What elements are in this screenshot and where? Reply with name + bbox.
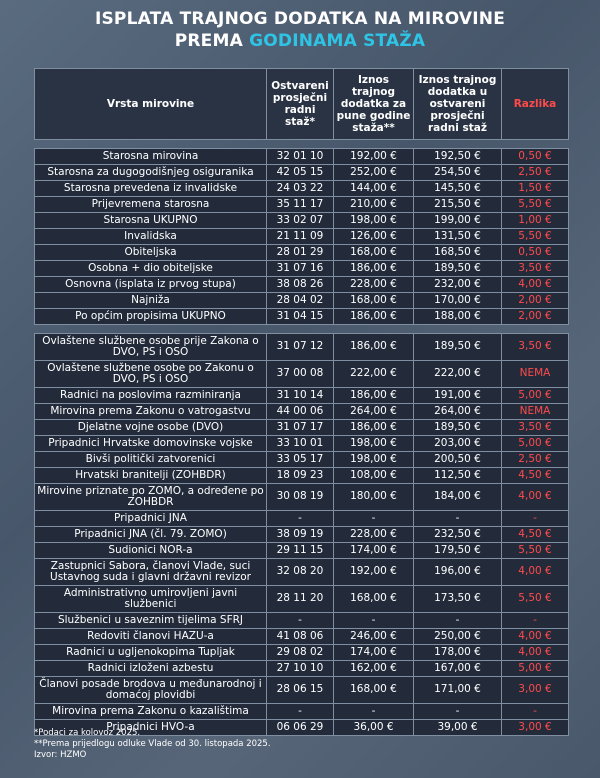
- pension-table: [34, 68, 569, 736]
- cell-full-years: 222,00 €: [334, 361, 414, 388]
- cell-service: 06 06 29: [267, 720, 334, 736]
- cell-full-years: 174,00 €: [334, 645, 414, 661]
- cell-full-years: 180,00 €: [334, 484, 414, 511]
- header-gap: [35, 140, 569, 149]
- cell-diff: 4,00 €: [502, 559, 569, 586]
- table-row: [35, 645, 569, 661]
- table-row: [35, 527, 569, 543]
- cell-type: Mirovine priznate po ZOMO, a određene po ZOHBDR: [35, 484, 267, 511]
- cell-diff: 2,50 €: [502, 165, 569, 181]
- cell-diff: 5,00 €: [502, 388, 569, 404]
- group-gap: [35, 325, 569, 334]
- cell-service: 38 08 26: [267, 277, 334, 293]
- cell-actual: 39,00 €: [414, 720, 502, 736]
- header-type: Vrsta mirovine: [35, 69, 267, 140]
- table-body: [35, 149, 569, 736]
- table-row: [35, 213, 569, 229]
- cell-full-years: -: [334, 511, 414, 527]
- cell-actual: 189,50 €: [414, 261, 502, 277]
- cell-service: 33 10 01: [267, 436, 334, 452]
- cell-type: Radnici u ugljenokopima Tupljak: [35, 645, 267, 661]
- cell-diff: 3,50 €: [502, 334, 569, 361]
- table-row: [35, 334, 569, 361]
- cell-actual: 171,00 €: [414, 677, 502, 704]
- cell-diff: 4,50 €: [502, 527, 569, 543]
- cell-diff: 1,50 €: [502, 181, 569, 197]
- header-diff: Razlika: [502, 69, 569, 140]
- cell-type: Bivši politički zatvorenici: [35, 452, 267, 468]
- table-row: [35, 559, 569, 586]
- cell-diff: 4,00 €: [502, 645, 569, 661]
- cell-full-years: 246,00 €: [334, 629, 414, 645]
- cell-diff: 5,50 €: [502, 197, 569, 213]
- cell-actual: 200,50 €: [414, 452, 502, 468]
- cell-service: 38 09 19: [267, 527, 334, 543]
- cell-full-years: 168,00 €: [334, 677, 414, 704]
- cell-service: 32 08 20: [267, 559, 334, 586]
- cell-type: Sudionici NOR-a: [35, 543, 267, 559]
- cell-diff: 5,50 €: [502, 229, 569, 245]
- cell-service: -: [267, 704, 334, 720]
- table-row: [35, 613, 569, 629]
- cell-service: 37 00 08: [267, 361, 334, 388]
- footnote-1: *Podaci za kolovoz 2025.: [34, 728, 141, 738]
- header-actual: Iznos trajnog dodatka u ostvareni prosječni radni staž: [414, 69, 502, 140]
- cell-full-years: 186,00 €: [334, 388, 414, 404]
- cell-actual: 168,50 €: [414, 245, 502, 261]
- cell-diff: 3,50 €: [502, 261, 569, 277]
- cell-actual: 196,00 €: [414, 559, 502, 586]
- cell-actual: 189,50 €: [414, 420, 502, 436]
- cell-full-years: 186,00 €: [334, 420, 414, 436]
- cell-diff: -: [502, 704, 569, 720]
- table-row: [35, 261, 569, 277]
- table-row: [35, 149, 569, 165]
- cell-actual: -: [414, 704, 502, 720]
- cell-full-years: 198,00 €: [334, 452, 414, 468]
- cell-service: 42 05 15: [267, 165, 334, 181]
- table-row: [35, 197, 569, 213]
- cell-service: 28 04 02: [267, 293, 334, 309]
- cell-service: 31 07 17: [267, 420, 334, 436]
- cell-type: Ovlaštene službene osobe po Zakonu o DVO, PS i OSO: [35, 361, 267, 388]
- cell-full-years: 198,00 €: [334, 436, 414, 452]
- cell-full-years: 252,00 €: [334, 165, 414, 181]
- cell-full-years: 186,00 €: [334, 261, 414, 277]
- cell-actual: 145,50 €: [414, 181, 502, 197]
- cell-service: 33 05 17: [267, 452, 334, 468]
- table-row: [35, 511, 569, 527]
- cell-full-years: 168,00 €: [334, 293, 414, 309]
- cell-service: -: [267, 511, 334, 527]
- footnotes: [34, 728, 271, 761]
- table-row: [35, 404, 569, 420]
- cell-full-years: -: [334, 613, 414, 629]
- cell-diff: 1,00 €: [502, 213, 569, 229]
- cell-actual: 215,50 €: [414, 197, 502, 213]
- cell-service: 27 10 10: [267, 661, 334, 677]
- cell-actual: 178,00 €: [414, 645, 502, 661]
- header-full-years: Iznos trajnog dodatka za pune godine staža**: [334, 69, 414, 140]
- footnote-2: **Prema prijedlogu odluke Vlade od 30. listopada 2025.: [34, 739, 271, 749]
- table-header-row: [35, 69, 569, 140]
- cell-diff: 5,50 €: [502, 543, 569, 559]
- cell-type: Osnovna (isplata iz prvog stupa): [35, 277, 267, 293]
- cell-type: Po općim propisima UKUPNO: [35, 309, 267, 325]
- table-row: [35, 704, 569, 720]
- cell-type: Djelatne vojne osobe (DVO): [35, 420, 267, 436]
- cell-actual: 232,50 €: [414, 527, 502, 543]
- cell-full-years: 168,00 €: [334, 245, 414, 261]
- cell-diff: 2,50 €: [502, 452, 569, 468]
- cell-full-years: 210,00 €: [334, 197, 414, 213]
- cell-actual: 131,50 €: [414, 229, 502, 245]
- cell-service: 28 01 29: [267, 245, 334, 261]
- cell-diff: 5,00 €: [502, 661, 569, 677]
- cell-full-years: 228,00 €: [334, 527, 414, 543]
- cell-type: Hrvatski branitelji (ZOHBDR): [35, 468, 267, 484]
- cell-type: Pripadnici JNA: [35, 511, 267, 527]
- cell-service: 18 09 23: [267, 468, 334, 484]
- cell-type: Pripadnici HVO-a: [35, 720, 267, 736]
- table-row: [35, 661, 569, 677]
- cell-type: Invalidska: [35, 229, 267, 245]
- cell-type: Mirovina prema Zakonu o vatrogastvu: [35, 404, 267, 420]
- cell-full-years: 144,00 €: [334, 181, 414, 197]
- table-row: [35, 277, 569, 293]
- cell-actual: 179,50 €: [414, 543, 502, 559]
- cell-full-years: 108,00 €: [334, 468, 414, 484]
- table-row: [35, 484, 569, 511]
- title-line-1: ISPLATA TRAJNOG DODATKA NA MIROVINE: [94, 9, 506, 29]
- title-line-2-prefix: PREMA: [174, 31, 250, 51]
- cell-service: 41 08 06: [267, 629, 334, 645]
- cell-type: Članovi posade brodova u međunarodnoj i domaćoj plovidbi: [35, 677, 267, 704]
- cell-service: -: [267, 613, 334, 629]
- cell-full-years: 264,00 €: [334, 404, 414, 420]
- cell-diff: -: [502, 511, 569, 527]
- cell-type: Starosna za dugogodišnjeg osiguranika: [35, 165, 267, 181]
- cell-diff: 4,00 €: [502, 484, 569, 511]
- cell-actual: 170,00 €: [414, 293, 502, 309]
- cell-actual: 191,00 €: [414, 388, 502, 404]
- cell-type: Pripadnici Hrvatske domovinske vojske: [35, 436, 267, 452]
- cell-full-years: 174,00 €: [334, 543, 414, 559]
- cell-type: Radnici izloženi azbestu: [35, 661, 267, 677]
- cell-service: 44 00 06: [267, 404, 334, 420]
- cell-service: 35 11 17: [267, 197, 334, 213]
- cell-diff: 3,50 €: [502, 420, 569, 436]
- table-row: [35, 361, 569, 388]
- cell-actual: 199,00 €: [414, 213, 502, 229]
- cell-service: 24 03 22: [267, 181, 334, 197]
- cell-type: Starosna UKUPNO: [35, 213, 267, 229]
- cell-diff: 4,50 €: [502, 468, 569, 484]
- cell-full-years: 36,00 €: [334, 720, 414, 736]
- cell-full-years: 228,00 €: [334, 277, 414, 293]
- cell-full-years: 162,00 €: [334, 661, 414, 677]
- cell-diff: 0,50 €: [502, 149, 569, 165]
- cell-diff: 5,00 €: [502, 436, 569, 452]
- cell-diff: 3,00 €: [502, 677, 569, 704]
- cell-type: Administrativno umirovljeni javni službenici: [35, 586, 267, 613]
- cell-diff: 4,00 €: [502, 277, 569, 293]
- table-row: [35, 629, 569, 645]
- cell-type: Pripadnici JNA (čl. 79. ZOMO): [35, 527, 267, 543]
- cell-type: Ovlaštene službene osobe prije Zakona o DVO, PS i OSO: [35, 334, 267, 361]
- footnote-3: Izvor: HZMO: [34, 750, 87, 760]
- table-row: [35, 388, 569, 404]
- table-row: [35, 181, 569, 197]
- header-service: Ostvareni prosječni radni staž*: [267, 69, 334, 140]
- title-line-2: [0, 30, 600, 52]
- cell-service: 31 04 15: [267, 309, 334, 325]
- cell-actual: 264,00 €: [414, 404, 502, 420]
- cell-diff: 2,00 €: [502, 293, 569, 309]
- table-row: [35, 165, 569, 181]
- table-row: [35, 452, 569, 468]
- cell-service: 31 07 16: [267, 261, 334, 277]
- cell-actual: 189,50 €: [414, 334, 502, 361]
- cell-diff: 0,50 €: [502, 245, 569, 261]
- cell-service: 29 08 02: [267, 645, 334, 661]
- cell-full-years: 168,00 €: [334, 586, 414, 613]
- cell-actual: 222,00 €: [414, 361, 502, 388]
- cell-service: 28 06 15: [267, 677, 334, 704]
- pension-table-container: [34, 68, 568, 736]
- cell-actual: -: [414, 511, 502, 527]
- cell-full-years: 186,00 €: [334, 309, 414, 325]
- cell-diff: -: [502, 613, 569, 629]
- cell-full-years: 192,00 €: [334, 149, 414, 165]
- cell-actual: 232,00 €: [414, 277, 502, 293]
- cell-service: 29 11 15: [267, 543, 334, 559]
- cell-actual: 192,50 €: [414, 149, 502, 165]
- page-title: [0, 8, 600, 52]
- cell-type: Osobna + dio obiteljske: [35, 261, 267, 277]
- table-row: [35, 229, 569, 245]
- cell-actual: -: [414, 613, 502, 629]
- table-row: [35, 543, 569, 559]
- cell-service: 28 11 20: [267, 586, 334, 613]
- cell-diff: 4,00 €: [502, 629, 569, 645]
- cell-type: Prijevremena starosna: [35, 197, 267, 213]
- cell-actual: 112,50 €: [414, 468, 502, 484]
- cell-diff: 3,00 €: [502, 720, 569, 736]
- cell-full-years: 198,00 €: [334, 213, 414, 229]
- cell-service: 33 02 07: [267, 213, 334, 229]
- cell-full-years: 186,00 €: [334, 334, 414, 361]
- cell-type: Mirovina prema Zakonu o kazalištima: [35, 704, 267, 720]
- cell-full-years: -: [334, 704, 414, 720]
- table-row: [35, 436, 569, 452]
- cell-actual: 250,00 €: [414, 629, 502, 645]
- cell-full-years: 192,00 €: [334, 559, 414, 586]
- cell-service: 30 08 19: [267, 484, 334, 511]
- cell-type: Zastupnici Sabora, članovi Vlade, suci Ustavnog suda i glavni državni revizor: [35, 559, 267, 586]
- cell-type: Najniža: [35, 293, 267, 309]
- cell-diff: NEMA: [502, 404, 569, 420]
- table-row: [35, 468, 569, 484]
- table-row: [35, 309, 569, 325]
- cell-service: 31 10 14: [267, 388, 334, 404]
- table-row: [35, 677, 569, 704]
- table-row: [35, 293, 569, 309]
- cell-type: Radnici na poslovima razminiranja: [35, 388, 267, 404]
- table-row: [35, 420, 569, 436]
- cell-diff: NEMA: [502, 361, 569, 388]
- cell-type: Službenici u saveznim tijelima SFRJ: [35, 613, 267, 629]
- table-row: [35, 245, 569, 261]
- table-row: [35, 586, 569, 613]
- cell-diff: 5,50 €: [502, 586, 569, 613]
- cell-type: Obiteljska: [35, 245, 267, 261]
- cell-actual: 254,50 €: [414, 165, 502, 181]
- cell-actual: 173,50 €: [414, 586, 502, 613]
- cell-actual: 203,00 €: [414, 436, 502, 452]
- title-line-2-accent: GODINAMA STAŽA: [249, 31, 426, 51]
- cell-diff: 2,00 €: [502, 309, 569, 325]
- cell-full-years: 126,00 €: [334, 229, 414, 245]
- cell-type: Redoviti članovi HAZU-a: [35, 629, 267, 645]
- cell-service: 32 01 10: [267, 149, 334, 165]
- cell-type: Starosna prevedena iz invalidske: [35, 181, 267, 197]
- cell-actual: 167,00 €: [414, 661, 502, 677]
- cell-service: 21 11 09: [267, 229, 334, 245]
- cell-service: 31 07 12: [267, 334, 334, 361]
- cell-actual: 184,00 €: [414, 484, 502, 511]
- cell-type: Starosna mirovina: [35, 149, 267, 165]
- cell-actual: 188,00 €: [414, 309, 502, 325]
